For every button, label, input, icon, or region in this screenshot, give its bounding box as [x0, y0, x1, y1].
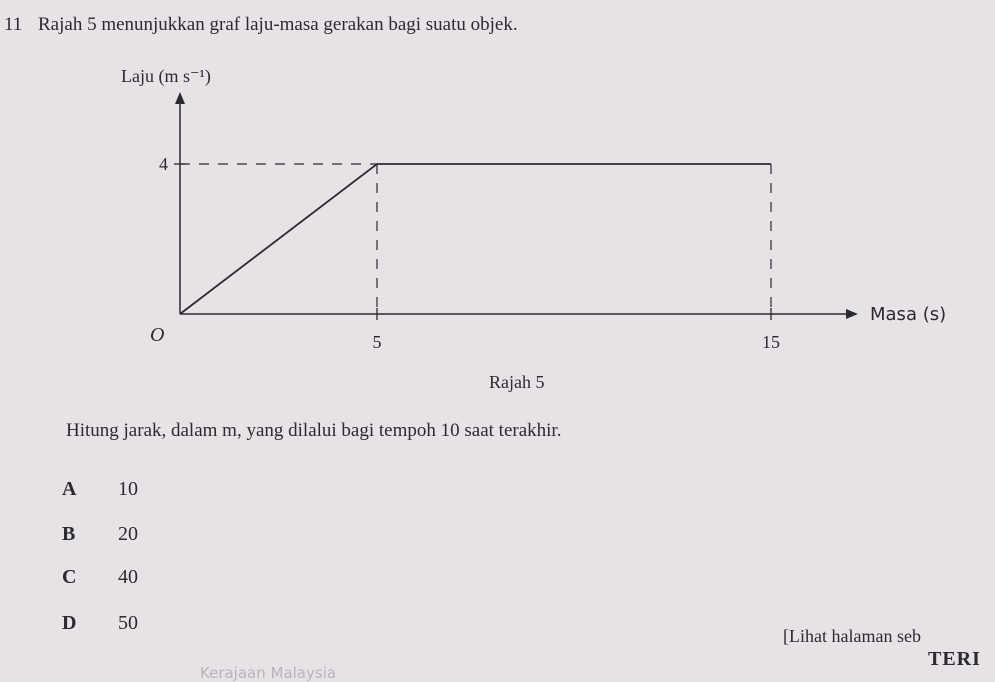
option-c[interactable]	[62, 566, 138, 589]
y-axis-arrow	[175, 92, 185, 104]
series-line	[180, 164, 771, 314]
x-axis-arrow	[846, 309, 858, 319]
figure-caption: Rajah 5	[489, 372, 545, 392]
origin-label: O	[150, 324, 165, 346]
option-value: 10	[118, 478, 138, 500]
option-letter: C	[62, 566, 77, 588]
option-value: 50	[118, 612, 138, 634]
x-axis-label: Masa (s)	[870, 304, 947, 325]
option-letter: A	[62, 478, 77, 500]
y-tick-label: 4	[159, 154, 168, 174]
next-page-note: [Lihat halaman seb	[783, 626, 921, 646]
option-letter: B	[62, 523, 76, 545]
x-tick-label-5: 5	[372, 332, 382, 352]
page-end-marker: TERI	[928, 648, 981, 670]
question-stem: Rajah 5 menunjukkan graf laju-masa gerakan bagi suatu objek.	[38, 14, 518, 35]
option-letter: D	[62, 612, 77, 634]
option-a[interactable]	[62, 478, 138, 501]
question-number: 11	[4, 14, 23, 35]
option-d[interactable]	[62, 612, 138, 635]
watermark: Kerajaan Malaysia	[200, 664, 337, 682]
y-axis-label: Laju (m s⁻¹)	[121, 66, 211, 86]
option-b[interactable]	[62, 523, 138, 546]
x-tick-label-15: 15	[762, 332, 780, 352]
option-value: 40	[118, 566, 138, 588]
option-value: 20	[118, 523, 138, 545]
question-prompt: Hitung jarak, dalam m, yang dilalui bagi tempoh 10 saat terakhir.	[66, 420, 562, 441]
